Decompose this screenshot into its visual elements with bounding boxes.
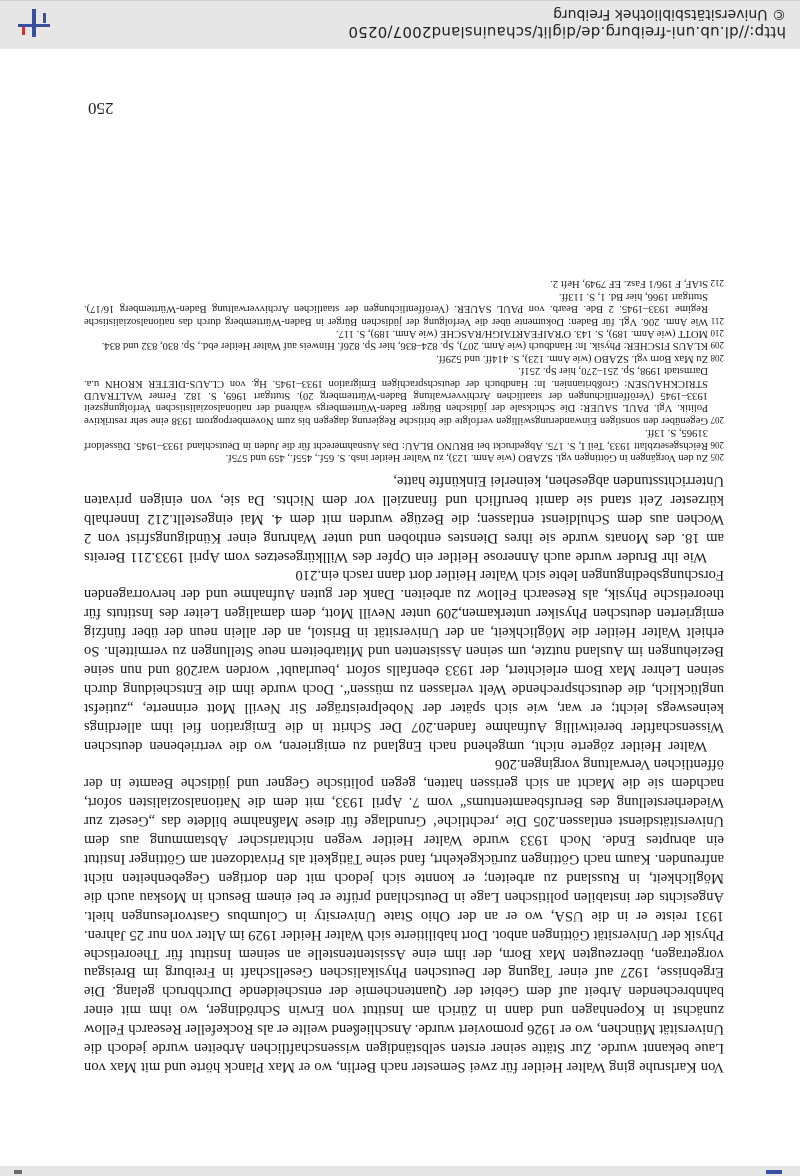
footnote-text: Gegenüber den sonstigen Einwanderungswilligen verfolgte die britische Regierung dagegen bis zum Novemberpogrom 1938 eine sehr restriktive Politik. Vgl. PAUL SAUER: Die Schicksale der jüdischen Bürger Baden-Württembergs während der nationalsozialistischen Verfolgungszeit 1933–1945 (Veröffentlichungen der staatlichen Archivverwaltung Baden-Württemberg 20). Stuttgart 1969, S. 182. Ferner WALTRAUD STRICKHAUSEN: Großbritannien. In: Handbuch der deutschsprachigen Emigration 1933–1945. Hg. von CLAUS-DIETER KROHN u.a. Darmstadt 1998, Sp. 251–270, hier Sp. 251f.	[84, 365, 708, 426]
logo-right-mark	[22, 27, 25, 35]
footnotes	[84, 277, 724, 463]
viewer-bottom-strip	[0, 1166, 800, 1176]
paragraph-3: Wie ihr Bruder wurde auch Annerose Heitler ein Opfer des Willkürgesetzes vom April 1933.211 Bereits am 18. des Monats wurde sie ihres Dienstes enthoben und unter Wahrung einer Kündigungsfrist von 2 Wochen aus dem Schuldienst entlassen; die Bezüge wurden mit dem 4. Mai eingestellt.212 Innerhalb kürzester Zeit stand sie damit beruflich und finanziell vor dem Nichts. Da sie, von einigen privaten Unterrichtsstunden abgesehen, keinerlei Einkünfte hatte,	[84, 472, 724, 565]
body-text	[84, 277, 724, 1076]
footnote-text: Wie Anm. 206. Vgl. für Baden: Dokumente über die Verfolgung der jüdischen Bürger in Baden-Württemberg durch das nationalsozialistische Regime 1933–1945. 2 Bde. Bearb. von PAUL SAUER. (Veröffentlichungen der staatlichen Archivverwaltung Baden-Württemberg 16/17). Stuttgart 1966, hier Bd. 1, S. 113ff.	[84, 290, 708, 327]
footnote-text: Zu Max Born vgl. SZABO (wie Anm. 123), S. 414ff. und 529ff.	[436, 352, 708, 364]
footnote-number: 211	[710, 315, 724, 326]
footnote	[84, 277, 724, 289]
footnote-number: 210	[710, 327, 724, 338]
logo-stem	[32, 9, 36, 37]
library-footer-bar	[0, 0, 800, 49]
paragraph-2: Walter Heitler zögerte nicht, umgehend nach England zu emigrieren, wo die vertriebenen deutschen Wissenschaftler bereitwillig Aufnahme fanden.207 Der Schritt in die Emigration fiel ihm allerdings keineswegs leicht; er war, wie sich später der Nobelpreisträger Sir Nevill Mott erinnerte, „zutiefst unglücklich, die deutschsprechende Welt verlassen zu müssen“. Doch wurde ihm die Entscheidung durch seinen Lehrer Max Born erleichtert, der 1933 ebenfalls sofort ‚beurlaubt‘ worden war208 und nun seine Beziehungen im Ausland nutzte, um seinen Assistenten und Mitarbeitern neue Stellungen zu vermitteln. So erhielt Walter Heitler die Möglichkeit, an der Universität in Bristol, an der allein neun der über fünfzig emigrierten deutschen Physiker unterkamen,209 unter Nevill Mott, dem damaligen Leiter des Instituts für theoretische Physik, als Research Fellow zu arbeiten. Dank der guten Aufnahme und der hervorragenden Forschungsbedingungen lebte sich Walter Heitler dort dann rasch ein.210	[84, 567, 724, 754]
footnote-text: KLAUS FISCHER: Physik. In: Handbuch (wie Anm. 207), Sp. 824–836, hier Sp. 826f. Hinweis auf Walter Heitler ebd., Sp. 830, 832 und 834.	[101, 340, 708, 352]
logo-left-mark	[43, 13, 46, 23]
bottom-left-marker	[14, 1170, 22, 1174]
footnote-number: 212	[710, 278, 724, 289]
footnote	[84, 426, 724, 451]
bottom-right-marker	[766, 1170, 782, 1174]
footnote-number: 209	[710, 340, 724, 351]
ub-freiburg-logo-icon	[14, 7, 54, 39]
footnote-number: 208	[710, 352, 724, 363]
permalink-url[interactable]: http://dl.ub.uni-freiburg.de/diglit/schauinsland2007/0250	[348, 23, 786, 41]
footnote-text: Reichsgesetzblatt 1933, Teil I, S. 175. Abgedruckt bei BRUNO BLAU: Das Ausnahmerecht für die Juden in Deutschland 1933–1945. Düsseldorf 31965, S. 13ff.	[84, 427, 708, 451]
footnote	[84, 351, 724, 363]
footnote-number: 206	[710, 439, 724, 450]
paragraph-1: Von Karlsruhe ging Walter Heitler für zwei Semester nach Berlin, wo er Max Planck hörte und mit Max von Laue bekannt wurde. Zur Stätte seiner ersten selbständigen wissenschaftlichen Arbeiten wurde jedoch die Universität München, wo er 1926 promoviert wurde. Anschließend weilte er als Rockefeller Research Fellow zunächst in Kopenhagen und dann in Zürich am Institut von Erwin Schrödinger, wo ihm mit einer bahnbrechenden Arbeit auf dem Gebiet der Quantenchemie der entscheidende Durchbruch gelang. Die Ergebnisse, 1927 auf einer Tagung der Deutschen Physikalischen Gesellschaft in Freiburg im Breisgau vorgetragen, überzeugten Max Born, der ihm eine Assistentenstelle an seinem Institut für Theoretische Physik der Universität Göttingen anbot. Dort habilitierte sich Walter Heitler 1929 im Alter von nur 25 Jahren. 1931 reiste er in die USA, wo er an der Ohio State University in Columbus Gastvorlesungen hielt. Angesichts der instabilen politischen Lage in Deutschland prüfte er bei einem Besuch in Moskau auch die Möglichkeit, in Russland zu arbeiten; er konnte sich jedoch mit den dortigen Gegebenheiten nicht anfreunden. Kaum nach Göttingen zurückgekehrt, fand seine Tätigkeit als Privatdozent am Göttinger Institut ein abruptes Ende. Noch 1933 wurde Walter Heitler wegen nichtarischer Abstammung aus dem Universitätsdienst entlassen.205 Die ‚rechtliche‘ Grundlage für diese Maßnahme bildete das „Gesetz zur Wiederherstellung des Berufsbeamtentums“ vom 7. April 1933, mit dem die Nationalsozialisten sofort, nachdem sie die Macht an sich gerissen hatten, gegen politische Gegner und jüdische Beamte in der öffentlichen Verwaltung vorgingen.206	[84, 756, 724, 1075]
footnote-text: MOTT (wie Anm. 189), S. 143. O'RAIFEARTAIGH/RASCHE (wie Anm. 189), S. 117.	[335, 327, 708, 339]
footnote	[84, 339, 724, 351]
footnote-number: 205	[710, 452, 724, 462]
footnote	[84, 289, 724, 326]
copyright-label: © Universitätsbibliothek Freiburg	[553, 6, 786, 22]
footnote-text: StAF, F 196/1 Fasz. EF 7949, Heft 2.	[550, 278, 708, 290]
footnote	[84, 327, 724, 339]
footnote-number: 207	[710, 414, 724, 425]
footnote	[84, 364, 724, 426]
page-number: 250	[88, 99, 114, 118]
footnote	[84, 451, 724, 463]
footnote-text: Zu den Vorgängen in Göttingen vgl. SZABO (wie Anm. 123), zu Walter Heitler insb. S. 65f., 455f., 459 und 575f.	[225, 452, 708, 463]
